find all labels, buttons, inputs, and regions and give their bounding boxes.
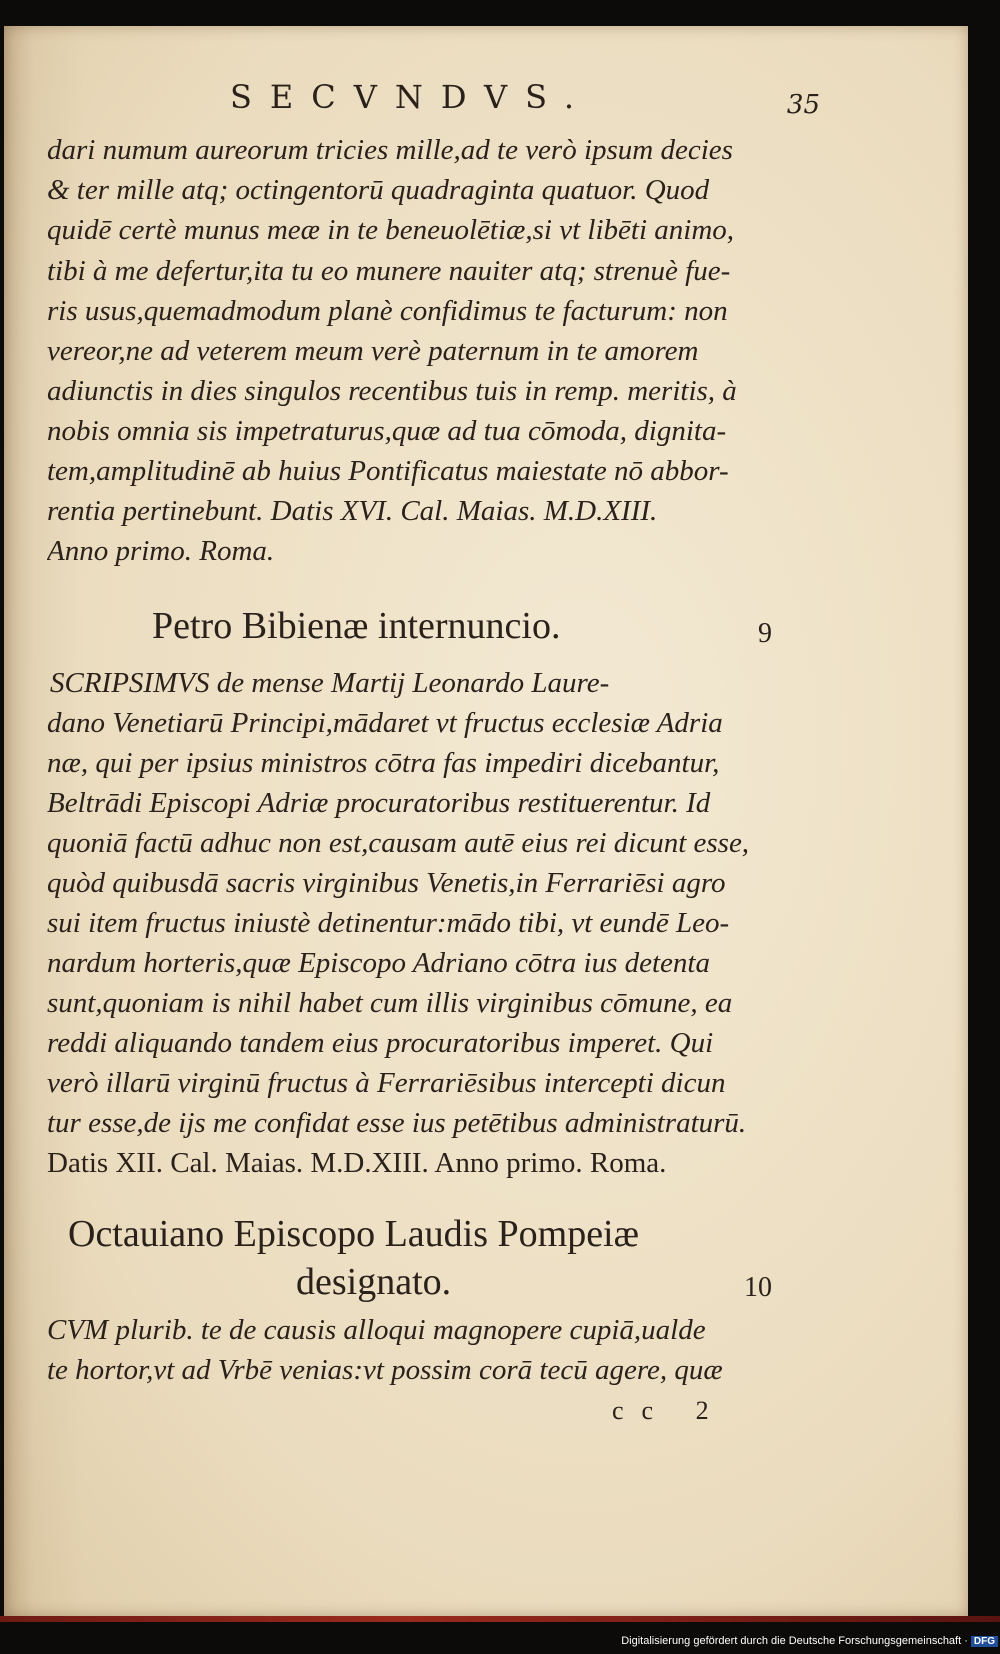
text-line: nardum horteris,quæ Episcopo Adriano cōtra ius detenta (47, 947, 710, 979)
running-title: SECVNDVS. (230, 78, 593, 116)
text-line: verò illarū virginū fructus à Ferrariēsibus intercepti dicun (47, 1067, 726, 1099)
text-line: Beltrādi Episcopi Adriæ procuratoribus restituerentur. Id (47, 787, 711, 819)
credit-text: Digitalisierung gefördert durch die Deutsche Forschungsgemeinschaft · (621, 1635, 968, 1647)
text-line: & ter mille atq; octingentorū quadraginta quatuor. Quod (47, 174, 710, 206)
text-line: dano Venetiarū Principi,mādaret vt fructus ecclesiæ Adria (47, 707, 723, 739)
text-line: nobis omnia sis impetraturus,quæ ad tua cōmoda, dignita- (47, 415, 727, 447)
text-line: tem,amplitudinē ab huius Pontificatus maiestate nō abbor- (47, 455, 729, 487)
text-line: quidē certè munus meæ in te beneuolētiæ,si vt libēti animo, (47, 214, 735, 246)
text-line: adiunctis in dies singulos recentibus tuis in remp. meritis, à (47, 375, 737, 407)
text-line: Datis XII. Cal. Maias. M.D.XIII. Anno primo. Roma. (47, 1147, 667, 1179)
text-line: ris usus,quemadmodum planè confidimus te facturum: non (47, 295, 728, 327)
signature-mark: cc 2 (612, 1396, 727, 1425)
folio-number: 35 (786, 90, 820, 120)
text-line: quòd quibusdā sacris virginibus Venetis,in Ferrariēsi agro (47, 867, 726, 899)
digitization-credit (600, 1635, 998, 1653)
text-line: quoniā factū adhuc non est,causam autē eius rei dicunt esse, (47, 827, 750, 859)
text-line: dari numum aureorum tricies mille,ad te verò ipsum decies (47, 134, 733, 166)
text-line: tibi à me defertur,ita tu eo munere nauiter atq; strenuè fue- (47, 255, 731, 287)
text-line: Anno primo. Roma. (47, 535, 275, 567)
text-line: CVM plurib. te de causis alloqui magnopere cupiā,ualde (47, 1314, 706, 1346)
text-line: næ, qui per ipsius ministros cōtra fas impediri dicebantur, (47, 747, 720, 779)
text-line: reddi aliquando tandem eius procuratoribus imperet. Qui (47, 1027, 714, 1059)
text-line: sui item fructus iniustè detinentur:mādo tibi, vt eundē Leo- (47, 907, 730, 939)
dfg-logo: DFG (971, 1636, 998, 1647)
text-line: sunt,quoniam is nihil habet cum illis virginibus cōmune, ea (47, 987, 733, 1019)
letter-heading: Octauiano Episcopo Laudis Pompeiæ (68, 1213, 639, 1255)
red-edge-strip (0, 1616, 1000, 1622)
text-line: SCRIPSIMVS de mense Martij Leonardo Laure- (50, 667, 610, 699)
text-line: tur esse,de ijs me confidat esse ius petētibus administraturū. (47, 1107, 747, 1139)
letter-heading-continued: designato. (296, 1261, 452, 1303)
letter-number: 10 (744, 1272, 772, 1303)
letter-number: 9 (758, 618, 772, 649)
text-line: vereor,ne ad veterem meum verè paternum in te amorem (47, 335, 699, 367)
letter-heading: Petro Bibienæ internuncio. (152, 605, 561, 647)
text-line: rentia pertinebunt. Datis XVI. Cal. Maias. M.D.XIII. (47, 495, 658, 527)
text-line: te hortor,vt ad Vrbē venias:vt possim corā tecū agere, quæ (47, 1354, 723, 1386)
